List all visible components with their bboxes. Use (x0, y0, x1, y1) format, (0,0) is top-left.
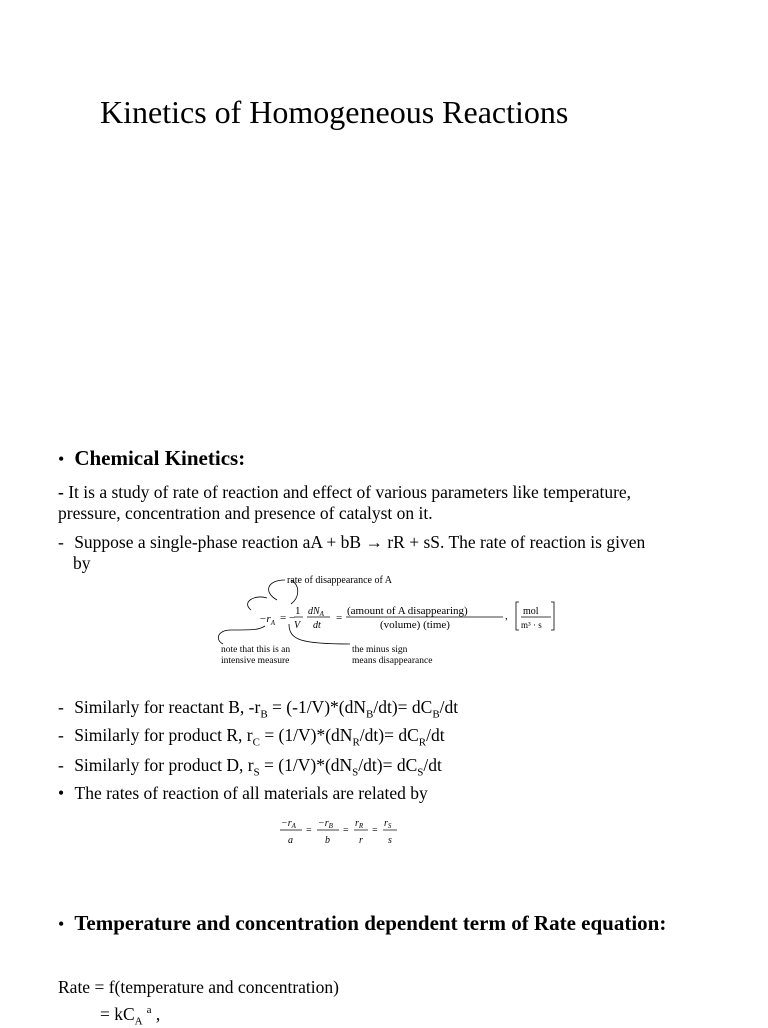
dt-symbol: dt (313, 620, 321, 631)
lhs-rate: $-r_A$ (259, 613, 275, 627)
dash: - (58, 725, 64, 745)
rates-related-line (58, 783, 428, 804)
section-heading: Chemical Kinetics: (74, 446, 246, 470)
suppose-line-2: by (73, 553, 91, 573)
dash: - (58, 482, 64, 502)
subscript: A (134, 1015, 143, 1028)
suppose-line-1 (58, 532, 645, 553)
rate-expression-text: , (151, 1004, 161, 1024)
unit-m3s: m³ · s (521, 620, 542, 630)
label-rate-of-disappearance: rate of disappearance of A (287, 575, 392, 586)
list-item-product-r (58, 725, 445, 749)
subscript: R (418, 736, 427, 749)
suppose-text-b: rR + sS. The rate of reaction is given (387, 532, 646, 552)
section-heading: Temperature and concentration dependent term of Rate equation: (74, 911, 667, 935)
rate-definition-figure (205, 572, 565, 668)
dash: - (58, 755, 64, 775)
unit-mol: mol (523, 606, 539, 617)
line-text: /dt (423, 755, 442, 775)
rate-expression-line (100, 1004, 161, 1028)
line-text: = (-1/V)*(dN (267, 697, 366, 717)
denominator-s: s (388, 835, 392, 846)
annotation-curve-top (269, 580, 285, 600)
annotation-curve-left (248, 597, 267, 610)
line-text: /dt)= dC (358, 755, 418, 775)
subscript: R (352, 736, 360, 749)
numerator-r: $r_R$ (355, 818, 364, 830)
dash: - (58, 697, 64, 717)
numerator-s: $r_S$ (384, 818, 392, 830)
arrow-icon: → (365, 532, 383, 552)
volume-symbol: V (294, 620, 301, 631)
denominator-b: b (325, 835, 330, 846)
volume-time-text: (volume) (time) (380, 619, 450, 631)
bracket-left (516, 602, 519, 630)
bullet: • (58, 783, 65, 803)
bullet: • (58, 914, 65, 934)
list-item-product-d (58, 755, 442, 779)
definition-text-1: It is a study of rate of reaction and effect of various parameters like temperature, (68, 482, 632, 502)
subscript: S (352, 766, 359, 779)
line-text: Similarly for product R, r (74, 725, 253, 745)
equals-1: = (306, 825, 312, 836)
rate-relation-figure (278, 814, 402, 848)
annotation-curve-note-left (218, 626, 265, 644)
rate-function-line: Rate = f(temperature and concentration) (58, 977, 339, 997)
equals-2: = (343, 825, 349, 836)
subscript: C (252, 736, 260, 749)
section-temperature-concentration (58, 911, 666, 936)
comma: , (505, 610, 508, 622)
definition-line-1 (58, 482, 631, 503)
line-text: /dt (439, 697, 459, 717)
subscript: B (260, 708, 268, 721)
one: 1 (295, 605, 301, 617)
note-right-2: means disappearance (352, 656, 433, 666)
subscript: B (432, 708, 440, 721)
subscript: S (417, 766, 424, 779)
line-text: = (1/V)*(dN (259, 725, 353, 745)
note-left-2: intensive measure (221, 656, 290, 666)
list-item-reactant-b (58, 697, 459, 721)
denominator-r: r (359, 835, 363, 846)
line-text: /dt (426, 725, 445, 745)
dash: - (58, 532, 64, 552)
subscript: S (253, 766, 260, 779)
equals-3: = (372, 825, 378, 836)
numerator-a: $-r_A$ (281, 818, 296, 830)
line-text: = (1/V)*(dN (259, 755, 353, 775)
line-text: /dt)= dC (373, 697, 433, 717)
section-chemical-kinetics (58, 446, 245, 471)
page-title: Kinetics of Homogeneous Reactions (100, 94, 569, 130)
dN-symbol: $dN_A$ (308, 606, 324, 618)
superscript: a (146, 1004, 152, 1017)
line-text: Similarly for reactant B, -r (74, 697, 261, 717)
rate-expression-text: = kC (100, 1004, 135, 1024)
line-text: Similarly for product D, r (74, 755, 254, 775)
equals-sign: = (280, 612, 287, 624)
line-text: /dt)= dC (359, 725, 419, 745)
bracket-right (551, 602, 554, 630)
suppose-text-a: Suppose a single-phase reaction aA + bB (74, 532, 362, 552)
rates-related-text: The rates of reaction of all materials are related by (74, 783, 428, 803)
equals-sign-2: = (336, 612, 343, 624)
note-right-1: the minus sign (352, 645, 408, 655)
note-left-1: note that this is an (221, 645, 291, 655)
minus-sign: − (289, 612, 296, 624)
subscript: B (366, 708, 374, 721)
denominator-a: a (288, 835, 293, 846)
definition-line-2: pressure, concentration and presence of catalyst on it. (58, 503, 433, 523)
amount-text: (amount of A disappearing) (347, 605, 468, 617)
numerator-b: $-r_B$ (318, 818, 333, 830)
bullet: • (58, 449, 65, 469)
